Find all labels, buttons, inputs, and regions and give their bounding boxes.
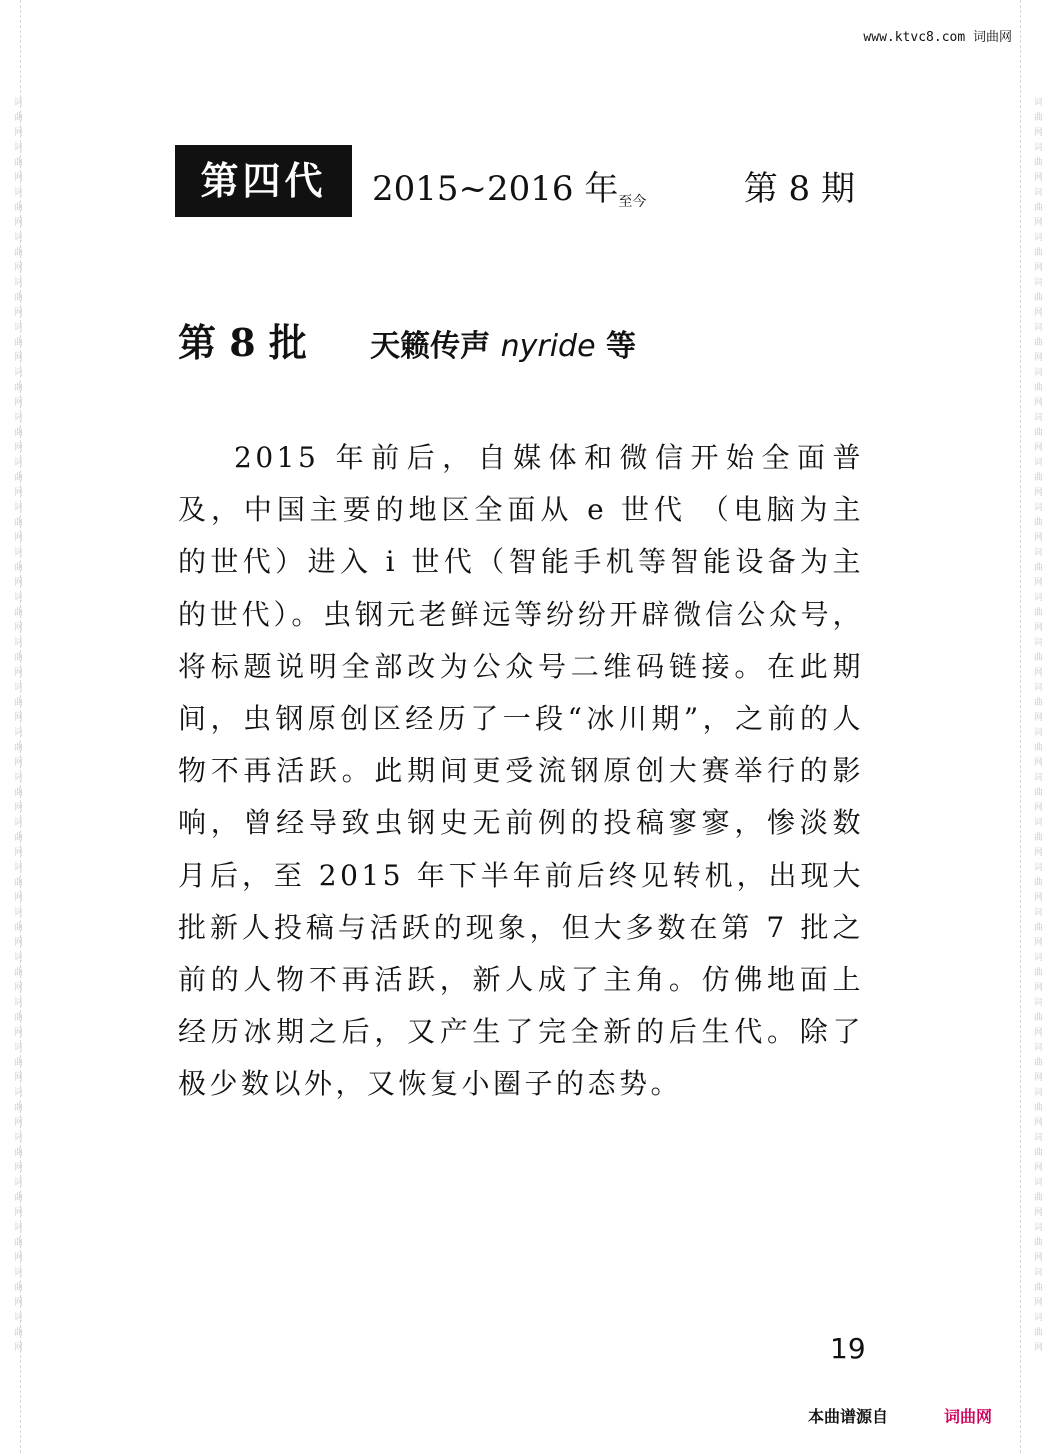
generation-label: 第四代 xyxy=(175,145,352,217)
batch-latin-name: nyride xyxy=(500,329,596,364)
body-paragraph: 2015 年前后，自媒体和微信开始全面普及，中国主要的地区全面从 e 世代 （电脑为主的世代）进入 i 世代（智能手机等智能设备为主的世代）。虫钢元老鲜远等纷纷开辟微信公众号，将标题说明全部改为公众号二维码链接。在此期间，虫钢原创区经历了一段“冰川期”，之前的人物不再活跃。此期间更受流钢原创大赛举行的影响，曾经导致虫钢史无前例的投稿寥寥，惨淡数月后，至 2015 年下半年前后终见转机，出现大批新人投稿与活跃的现象，但大多数在第 7 批之前的人物不再活跃，新人成了主角。仿佛地面上经历冰期之后，又产生了完全新的后生代。除了极少数以外，又恢复小圈子的态势。 xyxy=(178,441,864,1101)
batch-heading xyxy=(178,312,868,367)
issue-number: 第 8 期 xyxy=(743,169,855,209)
site-url[interactable]: www.ktvc8.com 词曲网 xyxy=(863,30,1012,45)
year-range-text: 2015~2016 年 xyxy=(372,169,619,209)
footer-brand-link[interactable]: 词曲网 xyxy=(944,1407,993,1426)
chapter-header xyxy=(175,145,865,217)
batch-tail: 等 xyxy=(605,329,636,364)
page-number: 19 xyxy=(830,1332,866,1365)
batch-names: 天籁传声 xyxy=(370,329,491,364)
right-watermark-strip: 词曲网词曲网词曲网词曲网词曲网词曲网词曲网词曲网词曲网词曲网词曲网词曲网词曲网词曲网词曲网词曲网词曲网词曲网词曲网词曲网词曲网词曲网词曲网词曲网词曲网词曲网词曲网词曲网 xyxy=(1020,0,1042,1453)
left-watermark-strip: 词曲网词曲网词曲网词曲网词曲网词曲网词曲网词曲网词曲网词曲网词曲网词曲网词曲网词曲网词曲网词曲网词曲网词曲网词曲网词曲网词曲网词曲网词曲网词曲网词曲网词曲网词曲网词曲网 xyxy=(0,0,22,1453)
batch-title: 第 8 批 xyxy=(178,320,307,365)
footer-source xyxy=(808,1404,1018,1427)
batch-members xyxy=(370,329,636,364)
year-range xyxy=(372,161,646,211)
year-range-suffix: 至今 xyxy=(618,194,647,210)
footer-source-label: 本曲谱源自 xyxy=(808,1407,889,1426)
